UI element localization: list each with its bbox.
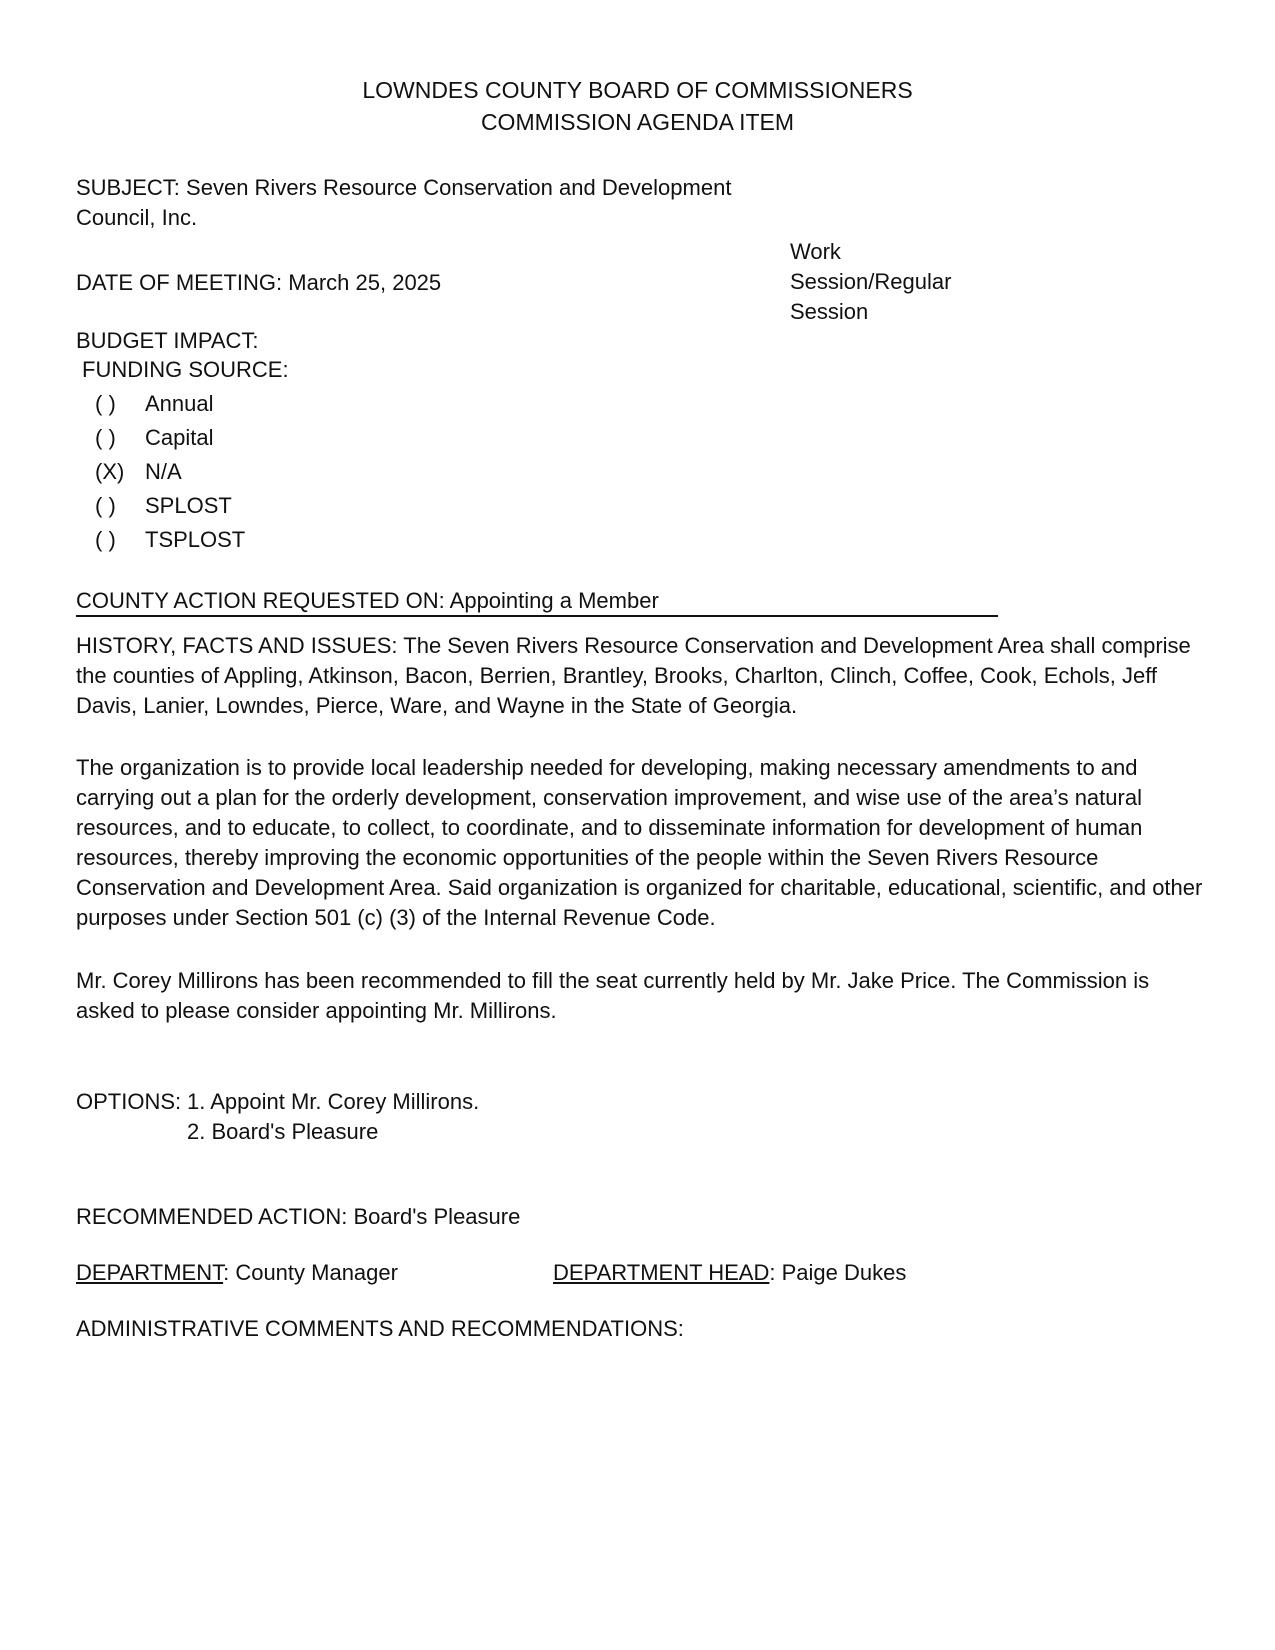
funding-option-mark: ( ) <box>95 425 116 450</box>
funding-option-label: N/A <box>145 459 182 484</box>
funding-option-label: Capital <box>145 425 214 450</box>
department-label: DEPARTMENT <box>76 1260 224 1285</box>
department-value: : County Manager <box>223 1260 398 1285</box>
meeting-date-line <box>76 268 441 298</box>
department-head-label: DEPARTMENT HEAD <box>553 1260 770 1285</box>
budget-impact-label: BUDGET IMPACT: <box>76 328 259 353</box>
subject-line1 <box>76 173 731 203</box>
option-item-2: 2. Board's Pleasure <box>187 1119 379 1144</box>
history-paragraph-1 <box>76 631 1206 721</box>
recommended-action-value: Board's Pleasure <box>353 1204 521 1229</box>
funding-option-label: SPLOST <box>145 493 232 518</box>
meeting-date-label: DATE OF MEETING: <box>76 270 283 295</box>
funding-source-label: FUNDING SOURCE: <box>82 357 289 382</box>
funding-option-mark: ( ) <box>95 493 116 518</box>
meeting-date-value: March 25, 2025 <box>288 270 442 295</box>
funding-option-mark: ( ) <box>95 527 116 552</box>
funding-option-label: TSPLOST <box>145 527 246 552</box>
session-line1: Work <box>790 239 841 264</box>
options-label: OPTIONS: <box>76 1089 182 1114</box>
session-line2: Session/Regular <box>790 269 952 294</box>
subject-line2: Council, Inc. <box>76 205 198 230</box>
recommended-action-label: RECOMMENDED ACTION: <box>76 1204 348 1229</box>
subject-value: Seven Rivers Resource Conservation and Development <box>186 175 732 200</box>
document-subtitle: COMMISSION AGENDA ITEM <box>480 109 795 135</box>
county-action-label: COUNTY ACTION REQUESTED ON: <box>76 588 445 613</box>
history-paragraph-3: Mr. Corey Millirons has been recommended to fill the seat currently held by Mr. Jake Price. The Commission is asked to please consider appointing Mr. Millirons. <box>76 968 1150 1023</box>
county-action-requested <box>76 586 998 617</box>
history-text-1: The Seven Rivers Resource Conservation and Development Area shall comprise the counties of Appling, Atkinson, Bacon, Berrien, Brantley, Brooks, Charlton, Clinch, Coffee, Cook, Echols, Jeff Davis, Lanier, Lowndes, Pierce, Ware, and Wayne in the State of Georgia. <box>76 633 1191 718</box>
administrative-comments-label: ADMINISTRATIVE COMMENTS AND RECOMMENDATIONS: <box>76 1316 684 1341</box>
county-action-value: Appointing a Member <box>449 588 659 613</box>
session-line3: Session <box>790 299 869 324</box>
department-head-value: : Paige Dukes <box>769 1260 907 1285</box>
funding-option-mark: ( ) <box>95 391 116 416</box>
history-label: HISTORY, FACTS AND ISSUES: <box>76 633 398 658</box>
department <box>76 1258 398 1288</box>
subject-label: SUBJECT: <box>76 175 180 200</box>
document-title: LOWNDES COUNTY BOARD OF COMMISSIONERS <box>362 77 913 103</box>
department-head <box>553 1258 906 1288</box>
funding-option-label: Annual <box>145 391 214 416</box>
option-item-1: 1. Appoint Mr. Corey Millirons. <box>187 1089 480 1114</box>
recommended-action <box>76 1202 520 1232</box>
history-paragraph-2: The organization is to provide local leadership needed for developing, making necessary amendments to and carrying out a plan for the orderly development, conservation improvement, and wise use of the area’s natural resources, and to educate, to collect, to coordinate, and to disseminate information for development of human resources, thereby improving the economic opportunities of the people within the Seven Rivers Resource Conservation and Development Area. Said organization is organized for charitable, educational, scientific, and other purposes under Section 501 (c) (3) of the Internal Revenue Code. <box>76 755 1203 930</box>
funding-option-mark: (X) <box>95 459 125 484</box>
